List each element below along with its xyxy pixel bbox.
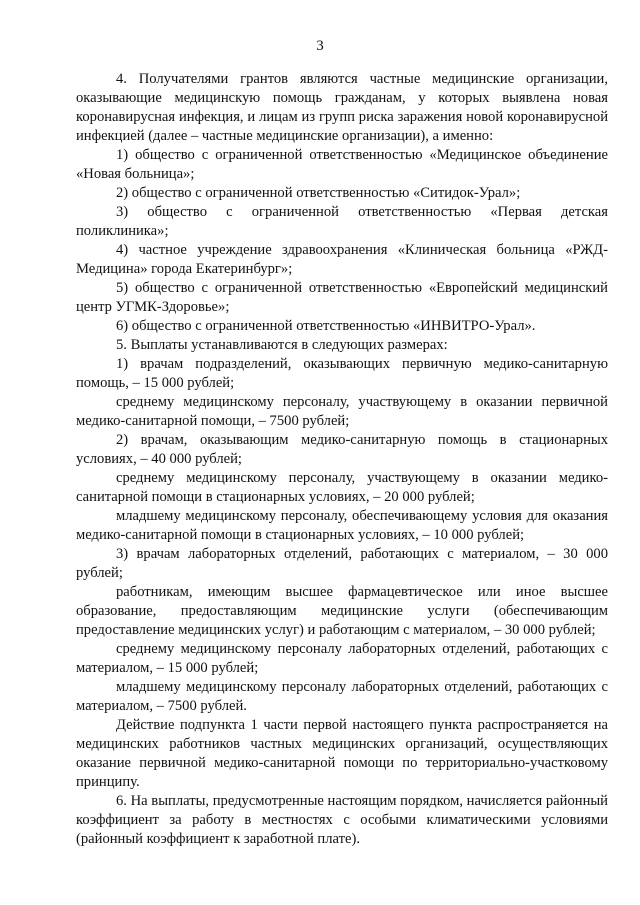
paragraph-4-recipients: 4. Получателями грантов являются частные медицинские организации, оказывающие медицинскую помощь гражданам, у которых выявлена новая коронавирусная инфекция, и лицам из групп риска заражения новой коронавирусной инфекцией (далее – частные медицинские организации), а именно: bbox=[76, 71, 608, 144]
payment-item: среднему медицинскому персоналу, участвующему в оказании первичной медико-санитарной помощи, – 7500 рублей; bbox=[76, 394, 608, 429]
payment-item: младшему медицинскому персоналу, обеспечивающему условия для оказания медико-санитарной помощи в стационарных условиях, – 10 000 рублей; bbox=[76, 508, 608, 543]
list-item-org-4: 4) частное учреждение здравоохранения «Клиническая больница «РЖД-Медицина» города Екатеринбург»; bbox=[76, 242, 608, 277]
payment-item: работникам, имеющим высшее фармацевтическое или иное высшее образование, предоставляющим медицинские услуги (обеспечивающим предоставление медицинских услуг) и работающим с материалом, – 30 000 рублей; bbox=[76, 584, 608, 638]
list-item-org-6: 6) общество с ограниченной ответственностью «ИНВИТРО-Урал». bbox=[116, 318, 536, 334]
payment-item: среднему медицинскому персоналу лабораторных отделений, работающих с материалом, – 15 000 рублей; bbox=[76, 641, 608, 676]
payment-item: среднему медицинскому персоналу, участвующему в оказании медико-санитарной помощи в стационарных условиях, – 20 000 рублей; bbox=[76, 470, 608, 505]
payment-item: 3) врачам лабораторных отделений, работающих с материалом, – 30 000 рублей; bbox=[76, 546, 608, 581]
list-item-org-5: 5) общество с ограниченной ответственностью «Европейский медицинский центр УГМК-Здоровье»; bbox=[76, 280, 608, 315]
paragraph-scope-note: Действие подпункта 1 части первой настоящего пункта распространяется на медицинских работников частных медицинских организаций, осуществляющих оказание первичной медико-санитарной помощи по территориально-участковому принципу. bbox=[76, 717, 608, 790]
payment-item: младшему медицинскому персоналу лабораторных отделений, работающих с материалом, – 7500 рублей. bbox=[76, 679, 608, 714]
list-item-org-2: 2) общество с ограниченной ответственностью «Ситидок-Урал»; bbox=[116, 185, 521, 201]
document-body bbox=[76, 70, 608, 849]
list-item-org-1: 1) общество с ограниченной ответственностью «Медицинское объединение «Новая больница»; bbox=[76, 147, 608, 182]
list-item-org-3: 3) общество с ограниченной ответственностью «Первая детская поликлиника»; bbox=[76, 204, 608, 239]
page-number: 3 bbox=[316, 38, 324, 54]
paragraph-5-payments: 5. Выплаты устанавливаются в следующих размерах: bbox=[116, 337, 448, 353]
payment-item: 1) врачам подразделений, оказывающих первичную медико-санитарную помощь, – 15 000 рублей; bbox=[76, 356, 608, 391]
payment-item: 2) врачам, оказывающим медико-санитарную помощь в стационарных условиях, – 40 000 рублей; bbox=[76, 432, 608, 467]
paragraph-6-coefficient: 6. На выплаты, предусмотренные настоящим порядком, начисляется районный коэффициент за работу в местностях с особыми климатическими условиями (районный коэффициент к заработной плате). bbox=[76, 793, 608, 847]
